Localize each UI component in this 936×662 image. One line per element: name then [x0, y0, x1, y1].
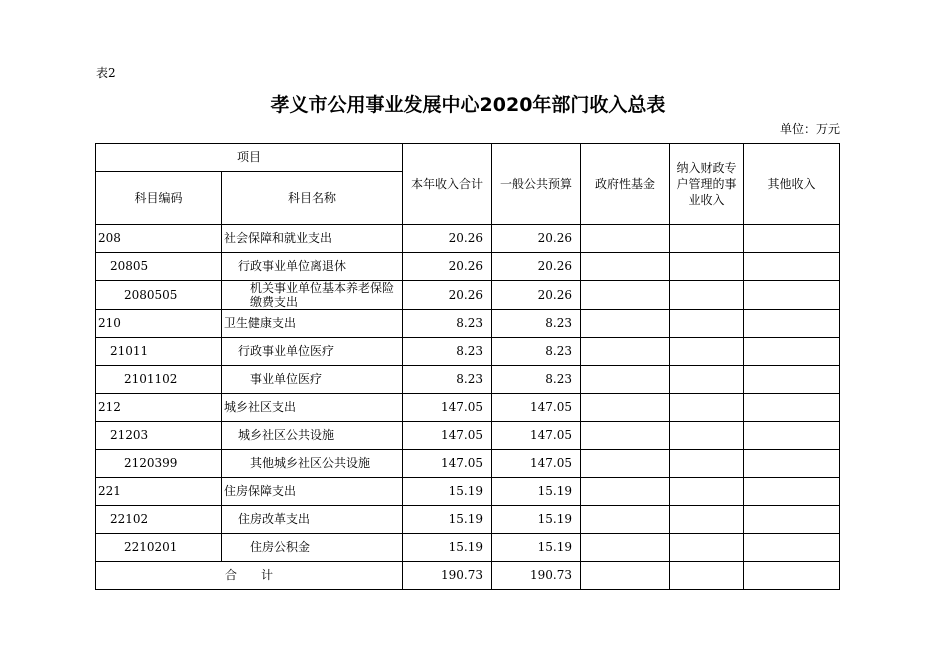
- row-fund: [581, 338, 670, 366]
- row-special: [670, 394, 744, 422]
- row-total: 20.26: [403, 253, 492, 281]
- row-code: 208: [96, 225, 222, 253]
- row-code: 21011: [96, 338, 222, 366]
- row-general: 8.23: [492, 310, 581, 338]
- row-special: [670, 422, 744, 450]
- table-row: [96, 534, 840, 562]
- row-general: 147.05: [492, 394, 581, 422]
- row-fund: [581, 281, 670, 310]
- row-total: 147.05: [403, 422, 492, 450]
- total-general: 190.73: [492, 562, 581, 590]
- header-subject-code: 科目编码: [96, 172, 222, 225]
- row-general: 8.23: [492, 338, 581, 366]
- row-other: [744, 225, 840, 253]
- row-special: [670, 225, 744, 253]
- row-fund: [581, 366, 670, 394]
- row-general: 20.26: [492, 281, 581, 310]
- row-code: 221: [96, 478, 222, 506]
- row-other: [744, 281, 840, 310]
- header-item: 项目: [96, 144, 403, 172]
- row-code: 212: [96, 394, 222, 422]
- row-code: 2080505: [96, 281, 222, 310]
- header-other-income: 其他收入: [744, 144, 840, 225]
- row-other: [744, 506, 840, 534]
- row-code: 2101102: [96, 366, 222, 394]
- row-total: 20.26: [403, 225, 492, 253]
- row-name: 城乡社区支出: [222, 394, 403, 422]
- table-row: [96, 422, 840, 450]
- row-total: 8.23: [403, 338, 492, 366]
- row-special: [670, 281, 744, 310]
- row-total: 8.23: [403, 366, 492, 394]
- row-fund: [581, 450, 670, 478]
- row-special: [670, 338, 744, 366]
- row-other: [744, 478, 840, 506]
- header-special-account: 纳入财政专户管理的事业收入: [670, 144, 744, 225]
- row-code: 210: [96, 310, 222, 338]
- row-total: 15.19: [403, 506, 492, 534]
- table-row: [96, 366, 840, 394]
- row-special: [670, 478, 744, 506]
- row-general: 15.19: [492, 534, 581, 562]
- row-name: 城乡社区公共设施: [222, 422, 403, 450]
- row-general: 20.26: [492, 253, 581, 281]
- row-other: [744, 338, 840, 366]
- row-special: [670, 310, 744, 338]
- row-other: [744, 450, 840, 478]
- total-other: [744, 562, 840, 590]
- table-number-label: 表2: [96, 66, 116, 80]
- row-name: 住房改革支出: [222, 506, 403, 534]
- table-row: [96, 478, 840, 506]
- row-special: [670, 253, 744, 281]
- total-fund: [581, 562, 670, 590]
- row-code: 21203: [96, 422, 222, 450]
- table-row: [96, 394, 840, 422]
- row-total: 20.26: [403, 281, 492, 310]
- row-fund: [581, 253, 670, 281]
- row-other: [744, 422, 840, 450]
- row-total: 147.05: [403, 394, 492, 422]
- table-row: [96, 450, 840, 478]
- row-total: 15.19: [403, 478, 492, 506]
- row-fund: [581, 422, 670, 450]
- row-general: 20.26: [492, 225, 581, 253]
- row-code: 20805: [96, 253, 222, 281]
- row-general: 15.19: [492, 478, 581, 506]
- row-special: [670, 366, 744, 394]
- row-name: 住房公积金: [222, 534, 403, 562]
- row-other: [744, 253, 840, 281]
- row-general: 8.23: [492, 366, 581, 394]
- row-name: 行政事业单位离退休: [222, 253, 403, 281]
- total-label: 合 计: [96, 562, 403, 590]
- row-code: 2210201: [96, 534, 222, 562]
- row-fund: [581, 310, 670, 338]
- row-fund: [581, 225, 670, 253]
- row-name: 行政事业单位医疗: [222, 338, 403, 366]
- row-fund: [581, 394, 670, 422]
- row-name: 机关事业单位基本养老保险缴费支出: [222, 281, 403, 310]
- row-other: [744, 394, 840, 422]
- table-row: [96, 506, 840, 534]
- header-subject-name: 科目名称: [222, 172, 403, 225]
- row-fund: [581, 478, 670, 506]
- row-other: [744, 534, 840, 562]
- row-code: 22102: [96, 506, 222, 534]
- header-general-budget: 一般公共预算: [492, 144, 581, 225]
- total-special: [670, 562, 744, 590]
- row-special: [670, 506, 744, 534]
- row-code: 2120399: [96, 450, 222, 478]
- row-general: 15.19: [492, 506, 581, 534]
- row-general: 147.05: [492, 450, 581, 478]
- row-name: 住房保障支出: [222, 478, 403, 506]
- total-row: [96, 562, 840, 590]
- row-other: [744, 366, 840, 394]
- row-other: [744, 310, 840, 338]
- row-total: 8.23: [403, 310, 492, 338]
- row-fund: [581, 534, 670, 562]
- row-name: 卫生健康支出: [222, 310, 403, 338]
- unit-label: 单位：万元: [779, 122, 840, 136]
- table-row: [96, 281, 840, 310]
- income-summary-table: [95, 143, 840, 590]
- row-total: 147.05: [403, 450, 492, 478]
- header-total: 本年收入合计: [403, 144, 492, 225]
- table-row: [96, 338, 840, 366]
- row-total: 15.19: [403, 534, 492, 562]
- row-name: 事业单位医疗: [222, 366, 403, 394]
- page-title: 孝义市公用事业发展中心2020年部门收入总表: [270, 94, 666, 116]
- row-general: 147.05: [492, 422, 581, 450]
- row-special: [670, 450, 744, 478]
- table-row: [96, 225, 840, 253]
- total-total: 190.73: [403, 562, 492, 590]
- table-row: [96, 253, 840, 281]
- header-government-fund: 政府性基金: [581, 144, 670, 225]
- row-name: 其他城乡社区公共设施: [222, 450, 403, 478]
- row-special: [670, 534, 744, 562]
- row-name: 社会保障和就业支出: [222, 225, 403, 253]
- row-fund: [581, 506, 670, 534]
- table-row: [96, 310, 840, 338]
